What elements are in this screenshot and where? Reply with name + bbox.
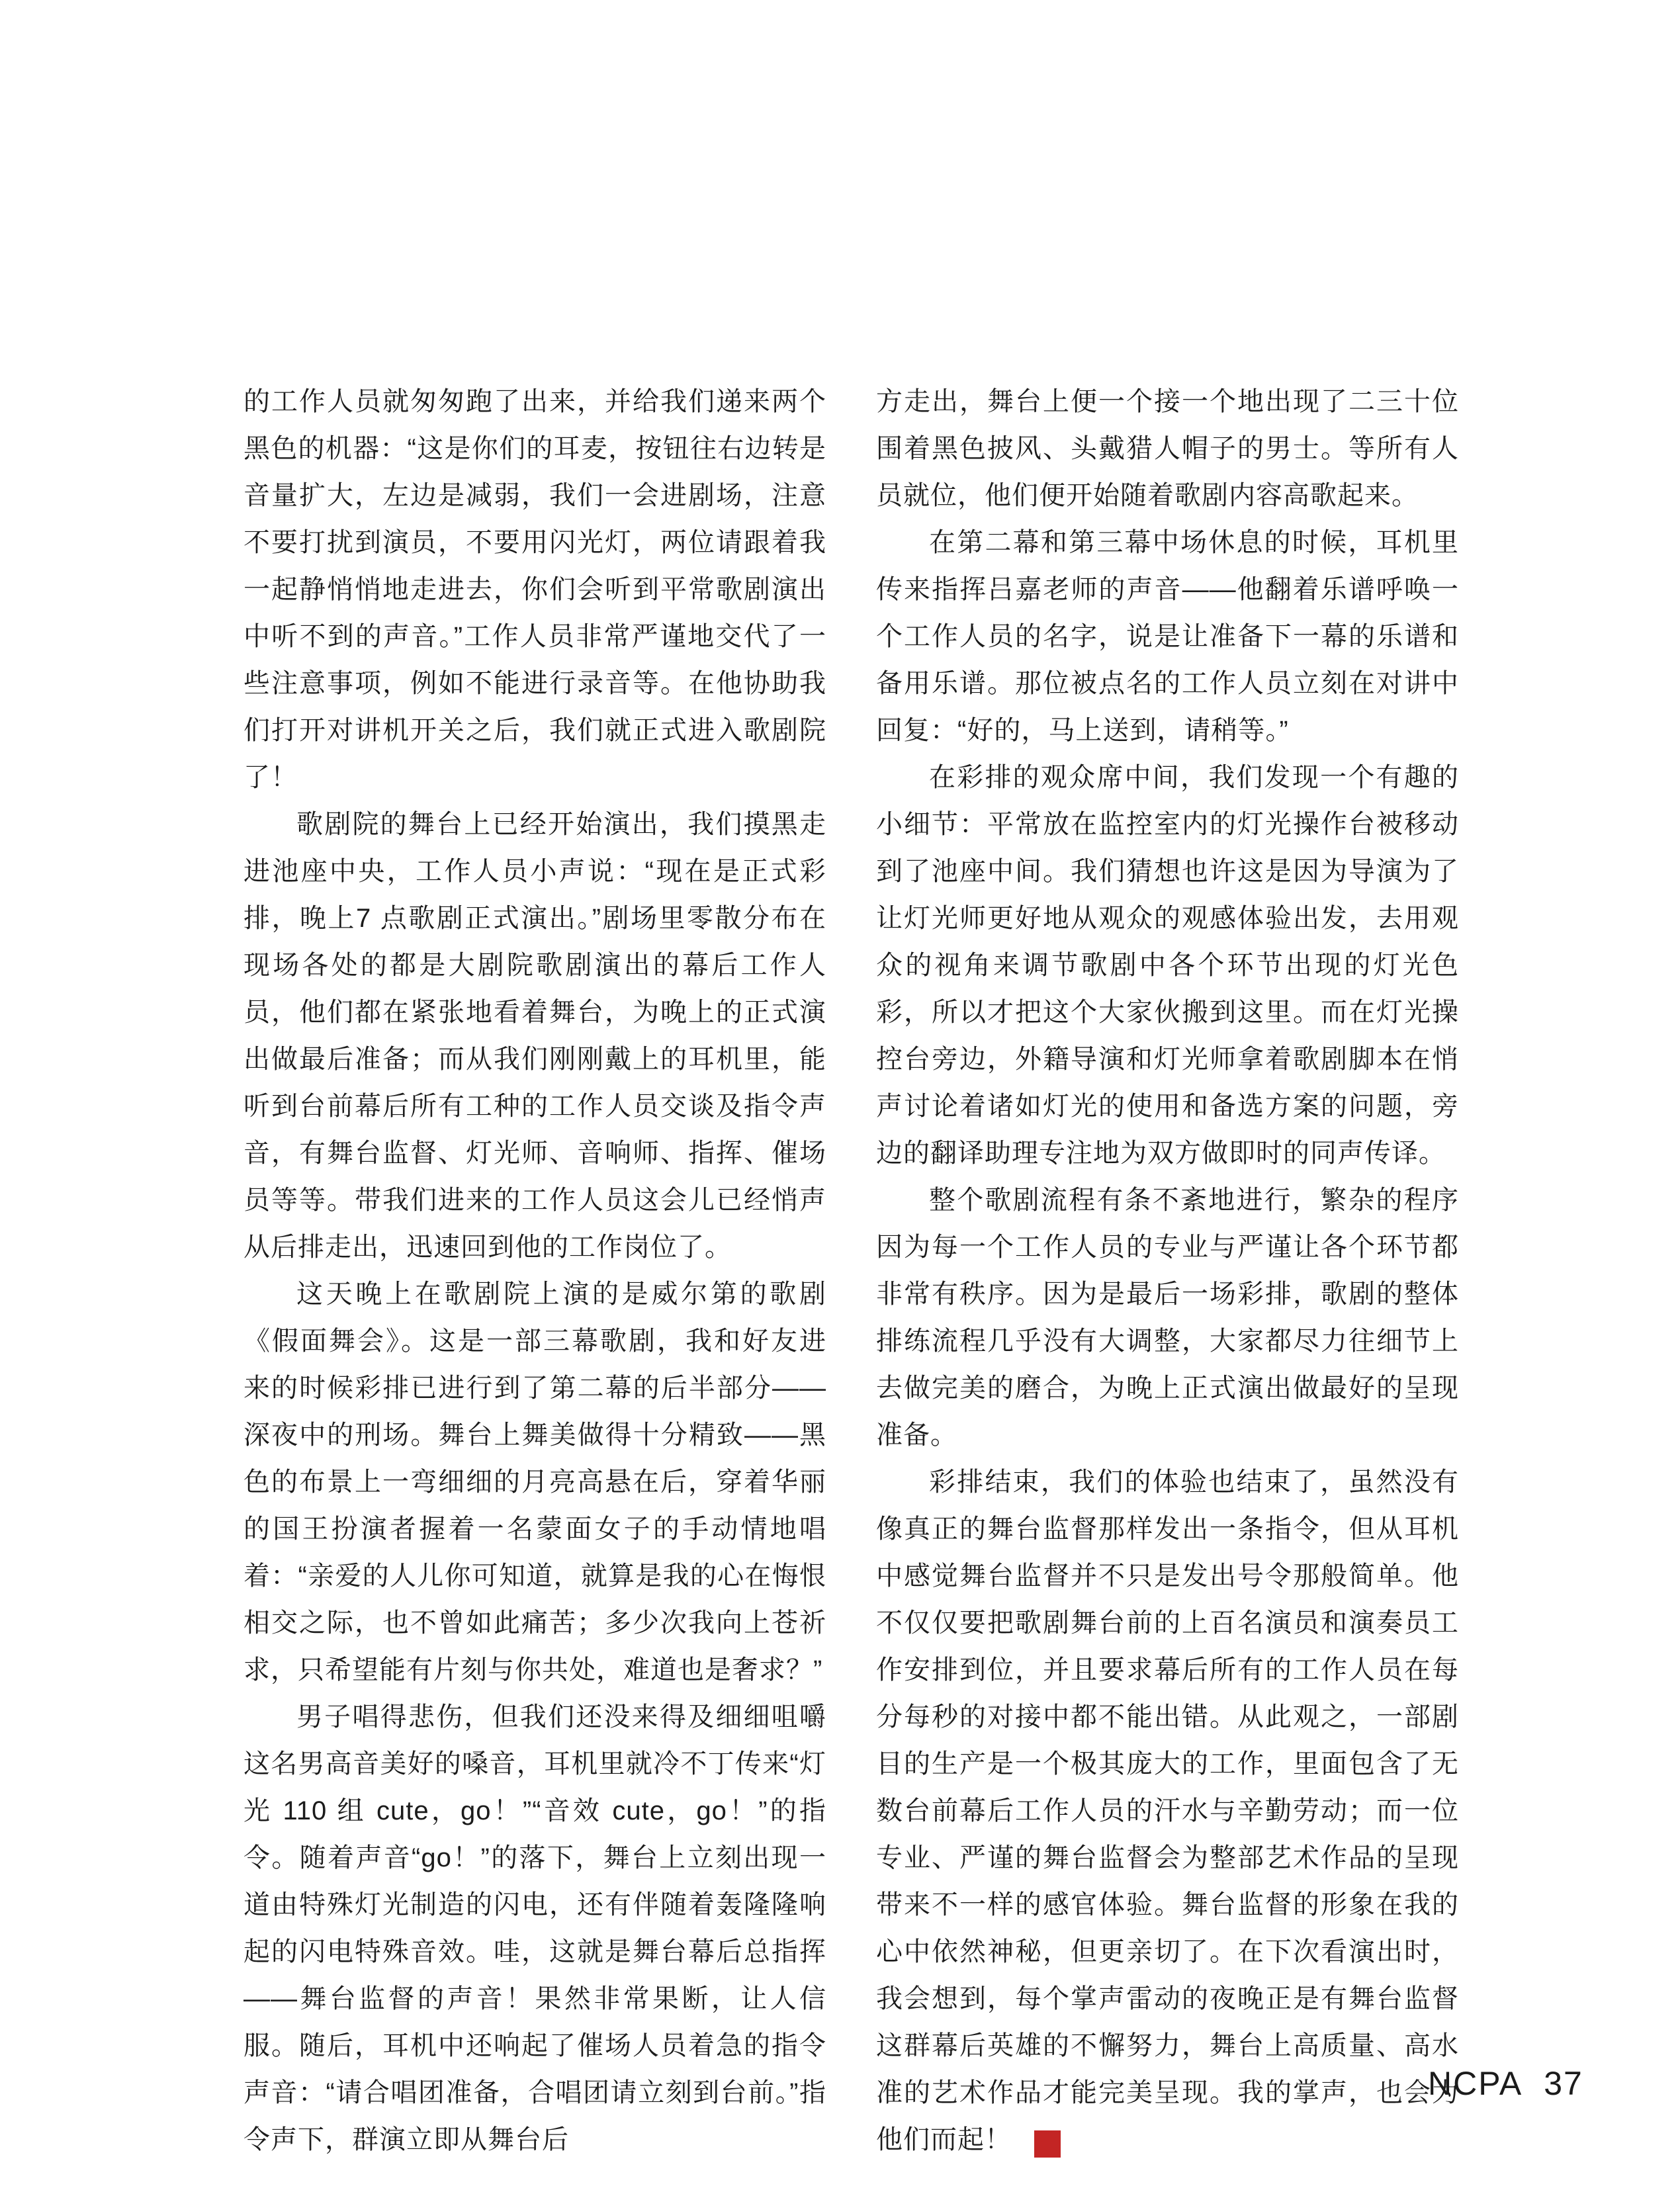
footer-page-number: 37: [1544, 2065, 1583, 2102]
paragraph: [243, 1271, 826, 1694]
paragraph-text: 男子唱得悲伤，但我们还没来得及细细咀嚼这名男高音美好的嗓音，耳机里就冷不丁传来“灯光 110 组 cute，go！”“音效 cute，go！”的指令。随着声音“go！”的落下，舞台上立刻出现一道由特殊灯光制造的闪电，还有伴随着轰隆隆响起的闪电特殊音效。哇，这就是舞台幕后总指挥——舞台监督的声音！果然非常果断，让人信服。随后，耳机中还响起了催场人员着急的指令声音：“请合唱团准备，合唱团请立刻到台前。”指令声下，群演立即从舞台后: [243, 1702, 826, 2154]
paragraph: [876, 1459, 1459, 2164]
article-body: [243, 378, 1459, 2164]
paragraph-text: 这天晚上在歌剧院上演的是威尔第的歌剧《假面舞会》。这是一部三幕歌剧，我和好友进来的时候彩排已进行到了第二幕的后半部分——深夜中的刑场。舞台上舞美做得十分精致——黑色的布景上一弯细细的月亮高悬在后，穿着华丽的国王扮演者握着一名蒙面女子的手动情地唱着：“亲爱的人儿你可知道，就算是我的心在悔恨相交之际，也不曾如此痛苦；多少次我向上苍祈求，只希望能有片刻与你共处，难道也是奢求？”: [243, 1280, 826, 1685]
left-column: [243, 378, 826, 2164]
paragraph-text: 彩排结束，我们的体验也结束了，虽然没有像真正的舞台监督那样发出一条指令，但从耳机中感觉舞台监督并不只是发出号令那般简单。他不仅仅要把歌剧舞台前的上百名演员和演奏员工作安排到位，并且要求幕后所有的工作人员在每分每秒的对接中都不能出错。从此观之，一部剧目的生产是一个极其庞大的工作，里面包含了无数台前幕后工作人员的汗水与辛勤劳动；而一位专业、严谨的舞台监督会为整部艺术作品的呈现带来不一样的感官体验。舞台监督的形象在我的心中依然神秘，但更亲切了。在下次看演出时，我会想到，每个掌声雷动的夜晚正是有舞台监督这群幕后英雄的不懈努力，舞台上高质量、高水准的艺术作品才能完美呈现。我的掌声，也会为他们而起！: [876, 1467, 1459, 2154]
paragraph-text: 的工作人员就匆匆跑了出来，并给我们递来两个黑色的机器：“这是你们的耳麦，按钮往右边转是音量扩大，左边是减弱，我们一会进剧场，注意不要打扰到演员，不要用闪光灯，两位请跟着我一起静悄悄地走进去，你们会听到平常歌剧演出中听不到的声音。”工作人员非常严谨地交代了一些注意事项，例如不能进行录音等。在他协助我们打开对讲机开关之后，我们就正式进入歌剧院了！: [243, 387, 826, 792]
paragraph: [243, 378, 826, 801]
paragraph-text: 方走出，舞台上便一个接一个地出现了二三十位围着黑色披风、头戴猎人帽子的男士。等所有人员就位，他们便开始随着歌剧内容高歌起来。: [876, 387, 1459, 510]
page-footer: [1428, 2067, 1583, 2100]
paragraph: [243, 801, 826, 1271]
paragraph-text: 歌剧院的舞台上已经开始演出，我们摸黑走进池座中央，工作人员小声说：“现在是正式彩排，晚上7 点歌剧正式演出。”剧场里零散分布在现场各处的都是大剧院歌剧演出的幕后工作人员，他们都在紧张地看着舞台，为晚上的正式演出做最后准备；而从我们刚刚戴上的耳机里，能听到台前幕后所有工种的工作人员交谈及指令声音，有舞台监督、灯光师、音响师、指挥、催场员等等。带我们进来的工作人员这会儿已经悄声从后排走出，迅速回到他的工作岗位了。: [243, 810, 826, 1262]
paragraph: [876, 378, 1459, 519]
paragraph: [876, 519, 1459, 754]
paragraph: [876, 1177, 1459, 1459]
seal-text-pa: PA: [1087, 2143, 1102, 2154]
paragraph: [876, 754, 1459, 1177]
right-column: [876, 378, 1459, 2164]
paragraph-text: 在彩排的观众席中间，我们发现一个有趣的小细节：平常放在监控室内的灯光操作台被移动到了池座中间。我们猜想也许这是因为导演为了让灯光师更好地从观众的观感体验出发，去用观众的视角来调节歌剧中各个环节出现的灯光色彩，所以才把这个大家伙搬到这里。而在灯光操控台旁边，外籍导演和灯光师拿着歌剧脚本在悄声讨论着诸如灯光的使用和备选方案的问题，旁边的翻译助理专注地为双方做即时的同声传译。: [876, 763, 1459, 1168]
paragraph: [243, 1694, 826, 2164]
paragraph-text: 整个歌剧流程有条不紊地进行，繁杂的程序因为每一个工作人员的专业与严谨让各个环节都非常有秩序。因为是最后一场彩排，歌剧的整体排练流程几乎没有大调整，大家都尽力往细节上去做完美的磨合，为晚上正式演出做最好的呈现准备。: [876, 1186, 1459, 1450]
ncpa-seal-icon: [1034, 2130, 1103, 2158]
seal-text-nc: NC: [1087, 2132, 1103, 2144]
paragraph-text: 在第二幕和第三幕中场休息的时候，耳机里传来指挥吕嘉老师的声音——他翻着乐谱呼唤一个工作人员的名字，说是让准备下一幕的乐谱和备用乐谱。那位被点名的工作人员立刻在对讲中回复：“好的，马上送到，请稍等。”: [876, 528, 1459, 745]
footer-brand: NCPA: [1428, 2065, 1523, 2102]
